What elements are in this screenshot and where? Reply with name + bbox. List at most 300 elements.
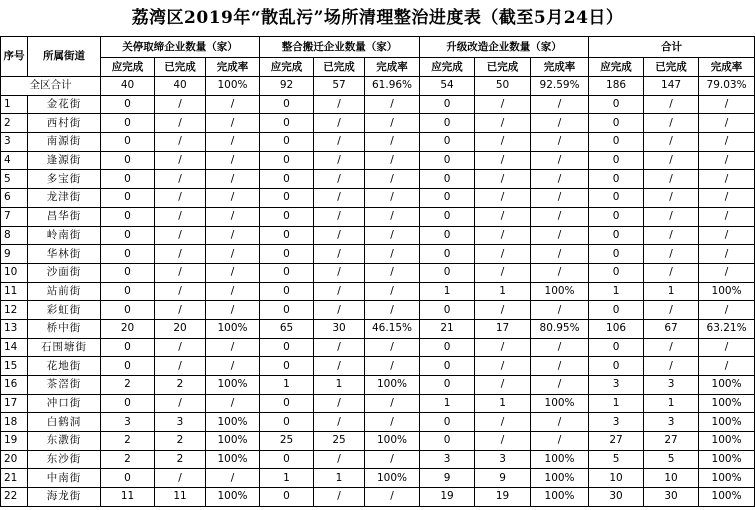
street-name: 龙津街 bbox=[28, 189, 101, 208]
value-cell: 100% bbox=[531, 488, 589, 507]
value-cell: / bbox=[644, 226, 699, 245]
value-cell: / bbox=[475, 170, 531, 189]
value-cell: / bbox=[475, 357, 531, 376]
value-cell: 0 bbox=[420, 151, 475, 170]
header-sub-cell: 完成率 bbox=[206, 58, 260, 77]
value-cell: 27 bbox=[589, 432, 644, 451]
value-cell: / bbox=[206, 338, 260, 357]
value-cell: 1 bbox=[260, 469, 314, 488]
value-cell: 0 bbox=[420, 432, 475, 451]
value-cell: / bbox=[699, 151, 755, 170]
value-cell: / bbox=[531, 413, 589, 432]
value-cell: 2 bbox=[101, 376, 155, 395]
street-name: 彩虹街 bbox=[28, 301, 101, 320]
value-cell: 0 bbox=[260, 207, 314, 226]
street-name: 茶滘街 bbox=[28, 376, 101, 395]
row-number: 7 bbox=[1, 207, 28, 226]
value-cell: / bbox=[314, 488, 365, 507]
value-cell: / bbox=[699, 189, 755, 208]
value-cell: 3 bbox=[644, 413, 699, 432]
row-number: 17 bbox=[1, 394, 28, 413]
value-cell: / bbox=[644, 114, 699, 133]
value-cell: 0 bbox=[101, 170, 155, 189]
street-name: 花地街 bbox=[28, 357, 101, 376]
street-name: 冲口街 bbox=[28, 394, 101, 413]
value-cell: 10 bbox=[644, 469, 699, 488]
table-row bbox=[1, 394, 755, 413]
table-row bbox=[1, 301, 755, 320]
value-cell: / bbox=[314, 133, 365, 152]
value-cell: / bbox=[314, 357, 365, 376]
total-value-cell: 50 bbox=[475, 77, 531, 96]
value-cell: / bbox=[206, 394, 260, 413]
street-name: 白鹤洞 bbox=[28, 413, 101, 432]
page-title: 荔湾区2019年“散乱污”场所清理整治进度表（截至5月24日） bbox=[131, 8, 624, 28]
row-number: 19 bbox=[1, 432, 28, 451]
value-cell: 9 bbox=[475, 469, 531, 488]
value-cell: / bbox=[699, 170, 755, 189]
header-sub-cell: 完成率 bbox=[365, 58, 420, 77]
value-cell: / bbox=[644, 301, 699, 320]
street-name: 中南街 bbox=[28, 469, 101, 488]
value-cell: 1 bbox=[644, 394, 699, 413]
value-cell: 1 bbox=[644, 282, 699, 301]
value-cell: / bbox=[644, 263, 699, 282]
value-cell: / bbox=[206, 170, 260, 189]
total-value-cell: 92.59% bbox=[531, 77, 589, 96]
value-cell: 0 bbox=[101, 282, 155, 301]
street-name: 沙面街 bbox=[28, 263, 101, 282]
value-cell: 0 bbox=[589, 133, 644, 152]
table-row bbox=[1, 282, 755, 301]
value-cell: 0 bbox=[420, 189, 475, 208]
total-value-cell: 79.03% bbox=[699, 77, 755, 96]
value-cell: 0 bbox=[260, 338, 314, 357]
row-number: 14 bbox=[1, 338, 28, 357]
value-cell: 1 bbox=[420, 282, 475, 301]
value-cell: / bbox=[155, 282, 206, 301]
value-cell: / bbox=[206, 469, 260, 488]
row-number: 1 bbox=[1, 95, 28, 114]
header-sub-cell: 应完成 bbox=[260, 58, 314, 77]
value-cell: 3 bbox=[155, 413, 206, 432]
value-cell: 27 bbox=[644, 432, 699, 451]
header-row-groups bbox=[1, 37, 755, 58]
value-cell: 0 bbox=[420, 338, 475, 357]
value-cell: 2 bbox=[155, 432, 206, 451]
value-cell: 0 bbox=[101, 207, 155, 226]
value-cell: / bbox=[475, 301, 531, 320]
value-cell: 100% bbox=[365, 432, 420, 451]
value-cell: / bbox=[155, 114, 206, 133]
value-cell: 0 bbox=[420, 357, 475, 376]
header-group-relocate: 整合搬迁企业数量（家） bbox=[260, 37, 420, 58]
row-number: 10 bbox=[1, 263, 28, 282]
value-cell: 0 bbox=[589, 226, 644, 245]
value-cell: / bbox=[699, 226, 755, 245]
value-cell: / bbox=[531, 133, 589, 152]
value-cell: / bbox=[155, 151, 206, 170]
value-cell: 0 bbox=[101, 189, 155, 208]
value-cell: 100% bbox=[206, 488, 260, 507]
value-cell: 0 bbox=[101, 95, 155, 114]
value-cell: / bbox=[531, 170, 589, 189]
value-cell: 25 bbox=[314, 432, 365, 451]
value-cell: 0 bbox=[101, 133, 155, 152]
value-cell: / bbox=[155, 357, 206, 376]
value-cell: 100% bbox=[206, 319, 260, 338]
value-cell: / bbox=[314, 450, 365, 469]
value-cell: / bbox=[475, 95, 531, 114]
value-cell: 17 bbox=[475, 319, 531, 338]
value-cell: / bbox=[475, 263, 531, 282]
value-cell: 0 bbox=[420, 301, 475, 320]
value-cell: 0 bbox=[589, 357, 644, 376]
value-cell: 30 bbox=[589, 488, 644, 507]
table-row bbox=[1, 376, 755, 395]
value-cell: 67 bbox=[644, 319, 699, 338]
value-cell: 100% bbox=[365, 469, 420, 488]
value-cell: 19 bbox=[475, 488, 531, 507]
value-cell: 0 bbox=[260, 189, 314, 208]
street-name: 昌华街 bbox=[28, 207, 101, 226]
value-cell: 0 bbox=[101, 301, 155, 320]
value-cell: 21 bbox=[420, 319, 475, 338]
value-cell: 0 bbox=[260, 450, 314, 469]
value-cell: 0 bbox=[260, 301, 314, 320]
value-cell: / bbox=[365, 226, 420, 245]
value-cell: 1 bbox=[589, 394, 644, 413]
value-cell: 0 bbox=[420, 133, 475, 152]
table-row bbox=[1, 95, 755, 114]
table-row bbox=[1, 263, 755, 282]
value-cell: / bbox=[475, 413, 531, 432]
table-row bbox=[1, 189, 755, 208]
value-cell: 0 bbox=[589, 170, 644, 189]
table-row bbox=[1, 114, 755, 133]
header-group-upgrade: 升级改造企业数量（家） bbox=[420, 37, 589, 58]
value-cell: 0 bbox=[420, 114, 475, 133]
value-cell: 100% bbox=[699, 394, 755, 413]
value-cell: / bbox=[699, 114, 755, 133]
total-value-cell: 186 bbox=[589, 77, 644, 96]
table-row bbox=[1, 432, 755, 451]
value-cell: / bbox=[644, 151, 699, 170]
total-value-cell: 40 bbox=[101, 77, 155, 96]
value-cell: 19 bbox=[420, 488, 475, 507]
value-cell: / bbox=[644, 133, 699, 152]
street-name: 南源街 bbox=[28, 133, 101, 152]
header-group-close: 关停取缔企业数量（家） bbox=[101, 37, 260, 58]
header-street: 所属街道 bbox=[28, 37, 101, 77]
value-cell: / bbox=[699, 301, 755, 320]
value-cell: / bbox=[475, 226, 531, 245]
value-cell: 0 bbox=[101, 357, 155, 376]
value-cell: 0 bbox=[589, 189, 644, 208]
row-number: 6 bbox=[1, 189, 28, 208]
value-cell: 3 bbox=[475, 450, 531, 469]
value-cell: 0 bbox=[101, 338, 155, 357]
street-name: 逢源街 bbox=[28, 151, 101, 170]
value-cell: 0 bbox=[589, 207, 644, 226]
value-cell: 46.15% bbox=[365, 319, 420, 338]
value-cell: / bbox=[365, 488, 420, 507]
value-cell: / bbox=[365, 450, 420, 469]
value-cell: 25 bbox=[260, 432, 314, 451]
value-cell: / bbox=[365, 95, 420, 114]
table-row bbox=[1, 133, 755, 152]
value-cell: 2 bbox=[155, 450, 206, 469]
value-cell: 100% bbox=[531, 282, 589, 301]
value-cell: / bbox=[475, 432, 531, 451]
total-label: 全区合计 bbox=[1, 77, 101, 96]
value-cell: / bbox=[699, 263, 755, 282]
value-cell: 9 bbox=[420, 469, 475, 488]
value-cell: 3 bbox=[101, 413, 155, 432]
table-row bbox=[1, 245, 755, 264]
total-value-cell: 61.96% bbox=[365, 77, 420, 96]
table-body bbox=[1, 77, 755, 507]
value-cell: 106 bbox=[589, 319, 644, 338]
value-cell: 1 bbox=[314, 469, 365, 488]
value-cell: 100% bbox=[365, 376, 420, 395]
value-cell: 0 bbox=[589, 245, 644, 264]
value-cell: 0 bbox=[260, 114, 314, 133]
value-cell: / bbox=[155, 301, 206, 320]
value-cell: / bbox=[155, 95, 206, 114]
value-cell: 3 bbox=[644, 376, 699, 395]
value-cell: 0 bbox=[101, 469, 155, 488]
row-number: 3 bbox=[1, 133, 28, 152]
value-cell: / bbox=[644, 338, 699, 357]
value-cell: / bbox=[644, 357, 699, 376]
row-number: 15 bbox=[1, 357, 28, 376]
value-cell: / bbox=[314, 394, 365, 413]
row-number: 22 bbox=[1, 488, 28, 507]
value-cell: 0 bbox=[589, 301, 644, 320]
value-cell: / bbox=[644, 189, 699, 208]
header-sub-cell: 应完成 bbox=[420, 58, 475, 77]
table-row bbox=[1, 151, 755, 170]
value-cell: / bbox=[531, 151, 589, 170]
value-cell: / bbox=[475, 189, 531, 208]
header-sub-cell: 完成率 bbox=[699, 58, 755, 77]
value-cell: 0 bbox=[589, 151, 644, 170]
street-name: 华林街 bbox=[28, 245, 101, 264]
value-cell: 0 bbox=[260, 226, 314, 245]
table-row bbox=[1, 319, 755, 338]
value-cell: / bbox=[365, 245, 420, 264]
value-cell: / bbox=[314, 282, 365, 301]
value-cell: / bbox=[206, 133, 260, 152]
row-number: 8 bbox=[1, 226, 28, 245]
value-cell: / bbox=[644, 170, 699, 189]
street-name: 岭南街 bbox=[28, 226, 101, 245]
row-number: 5 bbox=[1, 170, 28, 189]
value-cell: 0 bbox=[101, 394, 155, 413]
value-cell: 0 bbox=[420, 95, 475, 114]
value-cell: 20 bbox=[155, 319, 206, 338]
value-cell: 100% bbox=[699, 450, 755, 469]
value-cell: / bbox=[314, 338, 365, 357]
value-cell: 100% bbox=[699, 376, 755, 395]
table-row bbox=[1, 170, 755, 189]
row-number: 18 bbox=[1, 413, 28, 432]
value-cell: 2 bbox=[101, 432, 155, 451]
value-cell: / bbox=[314, 151, 365, 170]
table-row bbox=[1, 469, 755, 488]
value-cell: 3 bbox=[589, 413, 644, 432]
value-cell: / bbox=[206, 95, 260, 114]
value-cell: / bbox=[206, 301, 260, 320]
value-cell: 30 bbox=[314, 319, 365, 338]
value-cell: / bbox=[531, 357, 589, 376]
value-cell: / bbox=[314, 226, 365, 245]
value-cell: / bbox=[314, 95, 365, 114]
value-cell: / bbox=[155, 469, 206, 488]
value-cell: 0 bbox=[260, 488, 314, 507]
value-cell: 11 bbox=[155, 488, 206, 507]
value-cell: / bbox=[155, 338, 206, 357]
value-cell: / bbox=[531, 376, 589, 395]
value-cell: / bbox=[531, 338, 589, 357]
row-number: 12 bbox=[1, 301, 28, 320]
value-cell: 10 bbox=[589, 469, 644, 488]
value-cell: 30 bbox=[644, 488, 699, 507]
table-row bbox=[1, 338, 755, 357]
value-cell: 0 bbox=[420, 376, 475, 395]
row-number: 16 bbox=[1, 376, 28, 395]
value-cell: 0 bbox=[260, 245, 314, 264]
value-cell: / bbox=[155, 207, 206, 226]
value-cell: / bbox=[206, 282, 260, 301]
value-cell: 1 bbox=[260, 376, 314, 395]
value-cell: 3 bbox=[420, 450, 475, 469]
table-row bbox=[1, 450, 755, 469]
row-number: 11 bbox=[1, 282, 28, 301]
value-cell: 80.95% bbox=[531, 319, 589, 338]
value-cell: 100% bbox=[699, 413, 755, 432]
value-cell: / bbox=[365, 282, 420, 301]
value-cell: / bbox=[365, 151, 420, 170]
header-row-sub bbox=[1, 58, 755, 77]
value-cell: / bbox=[531, 95, 589, 114]
value-cell: 100% bbox=[531, 469, 589, 488]
value-cell: 1 bbox=[475, 394, 531, 413]
header-sub-cell: 已完成 bbox=[314, 58, 365, 77]
value-cell: 100% bbox=[206, 413, 260, 432]
value-cell: / bbox=[206, 357, 260, 376]
street-name: 东漖街 bbox=[28, 432, 101, 451]
value-cell: / bbox=[314, 207, 365, 226]
street-name: 石围塘街 bbox=[28, 338, 101, 357]
header-sub-cell: 已完成 bbox=[155, 58, 206, 77]
value-cell: / bbox=[365, 394, 420, 413]
value-cell: / bbox=[531, 301, 589, 320]
value-cell: 0 bbox=[101, 263, 155, 282]
value-cell: 0 bbox=[260, 151, 314, 170]
value-cell: / bbox=[699, 338, 755, 357]
value-cell: / bbox=[365, 207, 420, 226]
value-cell: 100% bbox=[699, 469, 755, 488]
value-cell: / bbox=[155, 245, 206, 264]
table-row bbox=[1, 488, 755, 507]
value-cell: 0 bbox=[260, 357, 314, 376]
value-cell: 0 bbox=[101, 151, 155, 170]
header-sub-cell: 已完成 bbox=[475, 58, 531, 77]
value-cell: 0 bbox=[420, 170, 475, 189]
value-cell: 100% bbox=[699, 432, 755, 451]
value-cell: 0 bbox=[589, 263, 644, 282]
value-cell: 5 bbox=[589, 450, 644, 469]
value-cell: / bbox=[155, 263, 206, 282]
value-cell: / bbox=[365, 338, 420, 357]
value-cell: 0 bbox=[260, 95, 314, 114]
value-cell: / bbox=[475, 133, 531, 152]
value-cell: / bbox=[206, 151, 260, 170]
street-name: 金花街 bbox=[28, 95, 101, 114]
value-cell: 0 bbox=[589, 114, 644, 133]
value-cell: / bbox=[314, 263, 365, 282]
value-cell: 2 bbox=[101, 450, 155, 469]
value-cell: / bbox=[365, 133, 420, 152]
table-row bbox=[1, 207, 755, 226]
value-cell: / bbox=[206, 189, 260, 208]
value-cell: / bbox=[699, 357, 755, 376]
value-cell: / bbox=[699, 207, 755, 226]
street-name: 多宝街 bbox=[28, 170, 101, 189]
progress-table bbox=[0, 36, 755, 507]
value-cell: 63.21% bbox=[699, 319, 755, 338]
total-value-cell: 54 bbox=[420, 77, 475, 96]
header-sub-cell: 完成率 bbox=[531, 58, 589, 77]
value-cell: / bbox=[155, 394, 206, 413]
value-cell: / bbox=[475, 151, 531, 170]
value-cell: / bbox=[206, 245, 260, 264]
value-cell: / bbox=[531, 207, 589, 226]
street-name: 东沙街 bbox=[28, 450, 101, 469]
value-cell: / bbox=[475, 207, 531, 226]
value-cell: / bbox=[365, 114, 420, 133]
value-cell: 1 bbox=[475, 282, 531, 301]
value-cell: / bbox=[206, 114, 260, 133]
value-cell: / bbox=[531, 189, 589, 208]
value-cell: 0 bbox=[420, 245, 475, 264]
value-cell: 0 bbox=[260, 263, 314, 282]
value-cell: 1 bbox=[420, 394, 475, 413]
table-row bbox=[1, 413, 755, 432]
header-sub-cell: 应完成 bbox=[589, 58, 644, 77]
value-cell: / bbox=[531, 114, 589, 133]
value-cell: / bbox=[475, 114, 531, 133]
street-name: 站前街 bbox=[28, 282, 101, 301]
value-cell: 3 bbox=[589, 376, 644, 395]
row-number: 21 bbox=[1, 469, 28, 488]
value-cell: / bbox=[365, 357, 420, 376]
value-cell: 100% bbox=[206, 432, 260, 451]
street-name: 桥中街 bbox=[28, 319, 101, 338]
value-cell: / bbox=[365, 413, 420, 432]
value-cell: / bbox=[531, 263, 589, 282]
value-cell: / bbox=[699, 133, 755, 152]
total-value-cell: 100% bbox=[206, 77, 260, 96]
value-cell: 100% bbox=[531, 394, 589, 413]
value-cell: 0 bbox=[420, 207, 475, 226]
table-row bbox=[1, 357, 755, 376]
value-cell: / bbox=[365, 301, 420, 320]
header-group-total: 合计 bbox=[589, 37, 755, 58]
value-cell: / bbox=[206, 263, 260, 282]
